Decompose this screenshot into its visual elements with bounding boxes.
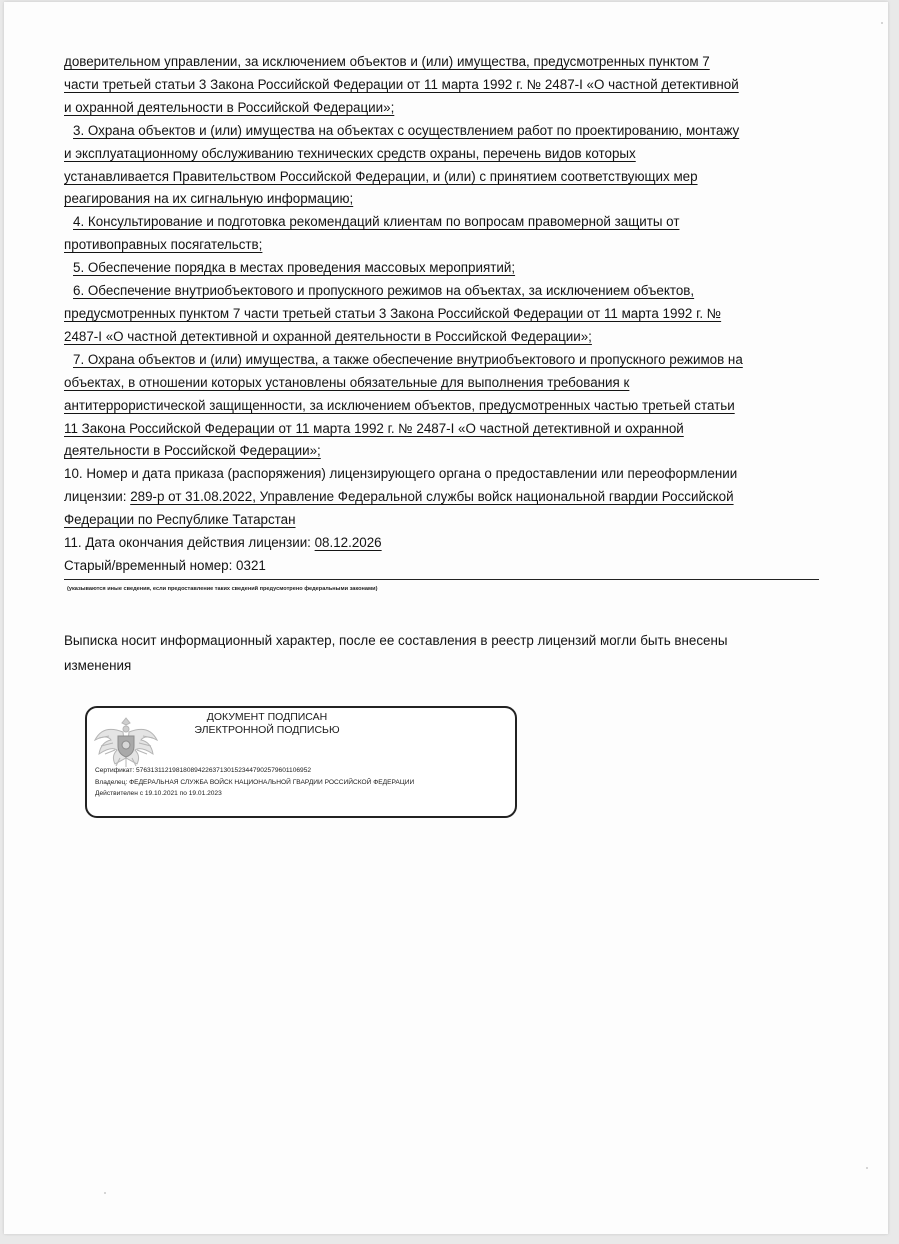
old-number-line xyxy=(64,555,824,578)
text-line: и охранной деятельности в Российской Федерации»; xyxy=(64,99,395,115)
extract-line: изменения xyxy=(64,658,132,673)
certificate-validity: Действителен с 19.10.2021 по 19.01.2023 xyxy=(95,790,222,797)
eagle-emblem-icon xyxy=(91,710,161,768)
scan-speck xyxy=(104,1192,106,1194)
text-line: 6. Обеспечение внутриобъектового и пропускного режимов на объектах, за исключением объектов, xyxy=(73,283,695,299)
stamp-title xyxy=(182,711,352,737)
text-line: 2487-I «О частной детективной и охранной деятельности в Российской Федерации»; xyxy=(64,328,592,344)
text-line: антитеррористической защищенности, за исключением объектов, предусмотренных частью третьей статьи xyxy=(64,397,735,413)
document-page xyxy=(4,2,888,1234)
old-number-label: Старый/временный номер: xyxy=(64,557,237,573)
text-line: предусмотренных пунктом 7 части третьей статьи 3 Закона Российской Федерации от 11 марта 1992 г. № xyxy=(64,305,722,321)
text-line: доверительном управлении, за исключением объектов и (или) имущества, предусмотренных пунктом 7 xyxy=(64,54,710,69)
text-line: противоправных посягательств; xyxy=(64,237,263,253)
expiry-line xyxy=(64,532,824,555)
text-line: части третьей статьи 3 Закона Российской Федерации от 11 марта 1992 г. № 2487-I «О частной детективной xyxy=(64,76,739,92)
certificate-owner: Владелец: ФЕДЕРАЛЬНАЯ СЛУЖБА ВОЙСК НАЦИОНАЛЬНОЙ ГВАРДИИ РОССИЙСКОЙ ФЕДЕРАЦИИ xyxy=(95,778,415,786)
stamp-title-line: ЭЛЕКТРОННОЙ ПОДПИСЬЮ xyxy=(194,724,340,736)
expiry-date: 08.12.2026 xyxy=(314,535,382,551)
scan-speck xyxy=(866,1167,868,1169)
field-rule xyxy=(64,579,819,580)
text-line: устанавливается Правительством Российской Федерации, и (или) с принятием соответствующих мер xyxy=(64,168,698,184)
text-line: деятельности в Российской Федерации»; xyxy=(64,443,321,459)
old-number-value: 0321 xyxy=(236,557,266,573)
stamp-title-line: ДОКУМЕНТ ПОДПИСАН xyxy=(206,711,328,723)
order-line-2 xyxy=(64,486,824,509)
text-line: 4. Консультирование и подготовка рекомендаций клиентам по вопросам правомерной защиты от xyxy=(73,214,680,230)
order-label: лицензии: xyxy=(64,489,131,505)
text-line: объектах, в отношении которых установлены обязательные для выполнения требования к xyxy=(64,374,630,390)
license-body-text xyxy=(64,51,824,578)
order-value-line-3: Федерации по Республике Татарстан xyxy=(64,512,296,528)
scan-speck xyxy=(881,22,883,24)
extract-line: Выписка носит информационный характер, после ее составления в реестр лицензий могли быть внесены xyxy=(64,633,728,648)
text-line: реагирования на их сигнальную информацию; xyxy=(64,191,354,207)
field-note: (указываются иные сведения, если предоставление таких сведений предусмотрено федеральными законами) xyxy=(67,586,378,592)
text-line: 5. Обеспечение порядка в местах проведения массовых мероприятий; xyxy=(73,260,516,276)
text-line: 7. Охрана объектов и (или) имущества, а также обеспечение внутриобъектового и пропускного режимов на xyxy=(73,351,743,367)
stamp-details xyxy=(95,765,414,800)
electronic-signature-stamp xyxy=(85,706,517,818)
certificate-number: Сертификат: 576313112198180894226371301523447902579601106952 xyxy=(95,767,312,774)
order-value: 289-р от 31.08.2022, Управление Федеральной службы войск национальной гвардии Российской xyxy=(130,489,734,505)
extract-disclaimer xyxy=(64,628,824,678)
expiry-label: 11. Дата окончания действия лицензии: xyxy=(64,535,315,551)
order-label-line: 10. Номер и дата приказа (распоряжения) лицензирующего органа о предоставлении или переоформлении xyxy=(64,466,738,482)
text-line: и эксплуатационному обслуживанию технических средств охраны, перечень видов которых xyxy=(64,145,636,161)
text-line: 11 Закона Российской Федерации от 11 марта 1992 г. № 2487-I «О частной детективной и охранной xyxy=(64,420,684,436)
text-line: 3. Охрана объектов и (или) имущества на объектах с осуществлением работ по проектированию, монтажу xyxy=(73,122,740,138)
